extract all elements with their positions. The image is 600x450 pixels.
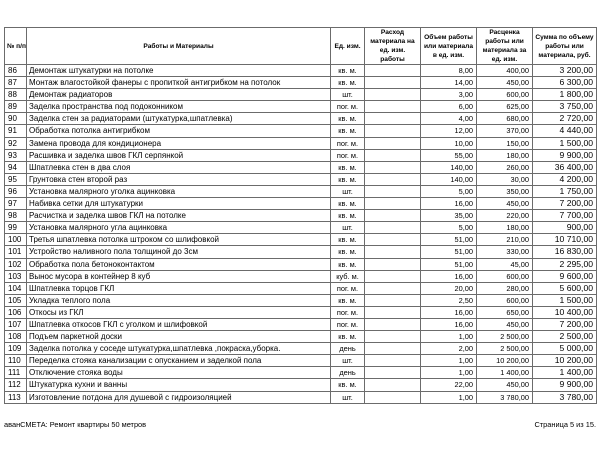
row-volume: 14,00: [421, 77, 477, 89]
row-sum: 1 400,00: [533, 367, 597, 379]
row-unit: кв. м.: [331, 210, 365, 222]
row-unit: пог. м.: [331, 137, 365, 149]
row-work-name: Устройство наливного пола толщиной до 3см: [27, 246, 331, 258]
row-unit: шт.: [331, 391, 365, 403]
row-sum: 4 200,00: [533, 173, 597, 185]
row-consumption: [365, 173, 421, 185]
row-sum: 2 500,00: [533, 331, 597, 343]
row-work-name: Штукатурка кухни и ванны: [27, 379, 331, 391]
row-price: 1 400,00: [477, 367, 533, 379]
row-volume: 20,00: [421, 282, 477, 294]
row-sum: 1 800,00: [533, 89, 597, 101]
row-number: 86: [5, 65, 27, 77]
row-volume: 51,00: [421, 246, 477, 258]
row-consumption: [365, 185, 421, 197]
row-sum: 3 750,00: [533, 101, 597, 113]
table-row: [5, 101, 597, 113]
row-sum: 9 900,00: [533, 379, 597, 391]
table-row: [5, 113, 597, 125]
row-price: 625,00: [477, 101, 533, 113]
table-row: [5, 89, 597, 101]
row-number: 112: [5, 379, 27, 391]
table-row: [5, 125, 597, 137]
row-price: 450,00: [477, 198, 533, 210]
row-consumption: [365, 270, 421, 282]
row-volume: 16,00: [421, 318, 477, 330]
table-row: [5, 270, 597, 282]
row-unit: пог. м.: [331, 306, 365, 318]
row-work-name: Откосы из ГКЛ: [27, 306, 331, 318]
table-row: [5, 355, 597, 367]
row-sum: 3 780,00: [533, 391, 597, 403]
row-sum: 5 000,00: [533, 343, 597, 355]
row-price: 370,00: [477, 125, 533, 137]
row-volume: 10,00: [421, 137, 477, 149]
row-consumption: [365, 391, 421, 403]
table-header-row: [5, 28, 597, 65]
row-number: 96: [5, 185, 27, 197]
row-unit: кв. м.: [331, 258, 365, 270]
row-consumption: [365, 89, 421, 101]
table-row: [5, 210, 597, 222]
row-price: 210,00: [477, 234, 533, 246]
row-work-name: Демонтаж радиаторов: [27, 89, 331, 101]
header-num: № п/п: [5, 28, 27, 65]
row-price: 30,00: [477, 173, 533, 185]
row-volume: 1,00: [421, 331, 477, 343]
row-consumption: [365, 258, 421, 270]
row-unit: пог. м.: [331, 101, 365, 113]
row-consumption: [365, 101, 421, 113]
row-consumption: [365, 379, 421, 391]
row-volume: 16,00: [421, 198, 477, 210]
row-work-name: Укладка теплого пола: [27, 294, 331, 306]
row-price: 180,00: [477, 149, 533, 161]
row-volume: 55,00: [421, 149, 477, 161]
row-work-name: Грунтовка стен второй раз: [27, 173, 331, 185]
table-row: [5, 258, 597, 270]
row-price: 220,00: [477, 210, 533, 222]
row-volume: 4,00: [421, 113, 477, 125]
row-number: 108: [5, 331, 27, 343]
row-unit: кв. м.: [331, 77, 365, 89]
row-unit: кв. м.: [331, 331, 365, 343]
row-consumption: [365, 318, 421, 330]
row-work-name: Переделка стояка канализации с опусканием и заделкой пола: [27, 355, 331, 367]
row-price: 600,00: [477, 270, 533, 282]
row-sum: 9 900,00: [533, 149, 597, 161]
row-work-name: Обработка пола бетоноконтактом: [27, 258, 331, 270]
row-number: 113: [5, 391, 27, 403]
row-unit: шт.: [331, 355, 365, 367]
row-consumption: [365, 222, 421, 234]
header-sum: Сумма по объему работы или материала, руб.: [533, 28, 597, 65]
row-price: 45,00: [477, 258, 533, 270]
row-volume: 140,00: [421, 173, 477, 185]
row-volume: 140,00: [421, 161, 477, 173]
row-price: 180,00: [477, 222, 533, 234]
row-unit: день: [331, 343, 365, 355]
row-work-name: Третья шпатлевка потолка штроком со шлифовкой: [27, 234, 331, 246]
row-work-name: Шпатлевка стен в два слоя: [27, 161, 331, 173]
row-number: 95: [5, 173, 27, 185]
row-price: 3 780,00: [477, 391, 533, 403]
row-price: 680,00: [477, 113, 533, 125]
row-volume: 35,00: [421, 210, 477, 222]
row-unit: день: [331, 367, 365, 379]
row-unit: кв. м.: [331, 113, 365, 125]
row-work-name: Заделка потолка у соседе штукатурка,шпатлевка ,покраска,уборка.: [27, 343, 331, 355]
row-price: 650,00: [477, 306, 533, 318]
row-number: 107: [5, 318, 27, 330]
header-unit: Ед. изм.: [331, 28, 365, 65]
row-price: 10 200,00: [477, 355, 533, 367]
row-work-name: Монтаж влагостойкой фанеры с пропиткой антигрибком на потолок: [27, 77, 331, 89]
row-price: 150,00: [477, 137, 533, 149]
row-price: 2 500,00: [477, 331, 533, 343]
table-row: [5, 222, 597, 234]
row-consumption: [365, 210, 421, 222]
row-consumption: [365, 198, 421, 210]
row-number: 99: [5, 222, 27, 234]
table-body: [5, 65, 597, 404]
row-work-name: Набивка сетки для штукатурки: [27, 198, 331, 210]
row-price: 350,00: [477, 185, 533, 197]
table-row: [5, 173, 597, 185]
row-unit: куб. м.: [331, 270, 365, 282]
row-unit: шт.: [331, 89, 365, 101]
table-row: [5, 306, 597, 318]
footer-document-title: аванСМЕТА: Ремонт квартиры 50 метров: [4, 420, 147, 429]
row-volume: 2,50: [421, 294, 477, 306]
row-sum: 6 300,00: [533, 77, 597, 89]
row-number: 98: [5, 210, 27, 222]
row-unit: кв. м.: [331, 125, 365, 137]
table-row: [5, 379, 597, 391]
table-row: [5, 77, 597, 89]
row-number: 102: [5, 258, 27, 270]
row-volume: 16,00: [421, 306, 477, 318]
row-unit: кв. м.: [331, 234, 365, 246]
row-sum: 7 200,00: [533, 198, 597, 210]
row-work-name: Расчистка и заделка швов ГКЛ на потолке: [27, 210, 331, 222]
header-work: Работы и Материалы: [27, 28, 331, 65]
row-sum: 1 500,00: [533, 294, 597, 306]
row-volume: 3,00: [421, 89, 477, 101]
row-sum: 2 720,00: [533, 113, 597, 125]
row-consumption: [365, 77, 421, 89]
row-consumption: [365, 125, 421, 137]
row-volume: 1,00: [421, 355, 477, 367]
row-sum: 4 440,00: [533, 125, 597, 137]
row-volume: 1,00: [421, 391, 477, 403]
row-price: 450,00: [477, 379, 533, 391]
row-consumption: [365, 306, 421, 318]
row-price: 600,00: [477, 294, 533, 306]
row-unit: шт.: [331, 185, 365, 197]
row-price: 400,00: [477, 65, 533, 77]
row-work-name: Демонтаж штукатурки на потолке: [27, 65, 331, 77]
row-number: 88: [5, 89, 27, 101]
row-volume: 22,00: [421, 379, 477, 391]
table-row: [5, 367, 597, 379]
row-work-name: Расшивка и заделка швов ГКЛ серпянкой: [27, 149, 331, 161]
row-sum: 1 500,00: [533, 137, 597, 149]
row-work-name: Шпатлевка откосов ГКЛ с уголком и шлифовкой: [27, 318, 331, 330]
row-number: 110: [5, 355, 27, 367]
row-work-name: Подъем паркетной доски: [27, 331, 331, 343]
table-row: [5, 185, 597, 197]
row-unit: пог. м.: [331, 282, 365, 294]
row-unit: кв. м.: [331, 65, 365, 77]
row-unit: кв. м.: [331, 294, 365, 306]
row-unit: кв. м.: [331, 173, 365, 185]
table-row: [5, 246, 597, 258]
table-row: [5, 294, 597, 306]
row-consumption: [365, 113, 421, 125]
row-number: 105: [5, 294, 27, 306]
row-unit: кв. м.: [331, 161, 365, 173]
row-consumption: [365, 246, 421, 258]
row-sum: 10 200,00: [533, 355, 597, 367]
table-row: [5, 282, 597, 294]
row-price: 260,00: [477, 161, 533, 173]
row-number: 106: [5, 306, 27, 318]
row-consumption: [365, 343, 421, 355]
header-volume: Объем работы или материала в ед. изм.: [421, 28, 477, 65]
header-consumption: Расход материала на ед. изм. работы: [365, 28, 421, 65]
table-row: [5, 391, 597, 403]
row-work-name: Изготовление потдона для душевой с гидроизоляцией: [27, 391, 331, 403]
row-number: 100: [5, 234, 27, 246]
row-consumption: [365, 294, 421, 306]
row-sum: 16 830,00: [533, 246, 597, 258]
row-number: 92: [5, 137, 27, 149]
row-sum: 7 700,00: [533, 210, 597, 222]
row-work-name: Установка малярного угла ацинковка: [27, 222, 331, 234]
table-row: [5, 318, 597, 330]
row-work-name: Шпатлевка торцов ГКЛ: [27, 282, 331, 294]
row-consumption: [365, 367, 421, 379]
row-price: 330,00: [477, 246, 533, 258]
row-consumption: [365, 234, 421, 246]
row-volume: 1,00: [421, 367, 477, 379]
row-consumption: [365, 161, 421, 173]
row-price: 450,00: [477, 318, 533, 330]
row-consumption: [365, 282, 421, 294]
row-work-name: Замена провода для кондиционера: [27, 137, 331, 149]
row-unit: пог. м.: [331, 318, 365, 330]
table-row: [5, 161, 597, 173]
table-row: [5, 234, 597, 246]
row-number: 111: [5, 367, 27, 379]
row-number: 90: [5, 113, 27, 125]
row-work-name: Вынос мусора в контейнер 8 куб: [27, 270, 331, 282]
row-consumption: [365, 65, 421, 77]
row-work-name: Отключение стояка воды: [27, 367, 331, 379]
row-volume: 51,00: [421, 234, 477, 246]
row-volume: 6,00: [421, 101, 477, 113]
row-volume: 51,00: [421, 258, 477, 270]
row-price: 280,00: [477, 282, 533, 294]
row-price: 450,00: [477, 77, 533, 89]
row-sum: 9 600,00: [533, 270, 597, 282]
table-row: [5, 198, 597, 210]
row-price: 600,00: [477, 89, 533, 101]
row-number: 109: [5, 343, 27, 355]
row-number: 89: [5, 101, 27, 113]
row-number: 93: [5, 149, 27, 161]
row-consumption: [365, 355, 421, 367]
table-row: [5, 343, 597, 355]
row-sum: 1 750,00: [533, 185, 597, 197]
table-row: [5, 137, 597, 149]
table-row: [5, 149, 597, 161]
table-row: [5, 65, 597, 77]
row-sum: 900,00: [533, 222, 597, 234]
row-unit: кв. м.: [331, 246, 365, 258]
row-volume: 12,00: [421, 125, 477, 137]
row-number: 91: [5, 125, 27, 137]
row-sum: 7 200,00: [533, 318, 597, 330]
row-volume: 16,00: [421, 270, 477, 282]
row-volume: 2,00: [421, 343, 477, 355]
row-work-name: Заделка пространства под подоконником: [27, 101, 331, 113]
row-number: 94: [5, 161, 27, 173]
estimate-table: [4, 27, 597, 404]
row-number: 103: [5, 270, 27, 282]
row-number: 97: [5, 198, 27, 210]
row-consumption: [365, 137, 421, 149]
row-consumption: [365, 149, 421, 161]
row-number: 104: [5, 282, 27, 294]
row-sum: 3 200,00: [533, 65, 597, 77]
header-price: Расценка работы или материала за ед. изм.: [477, 28, 533, 65]
row-volume: 5,00: [421, 222, 477, 234]
row-unit: кв. м.: [331, 379, 365, 391]
row-work-name: Заделка стен за радиаторами (штукатурка,шпатлевка): [27, 113, 331, 125]
row-unit: кв. м.: [331, 198, 365, 210]
row-sum: 10 710,00: [533, 234, 597, 246]
row-sum: 36 400,00: [533, 161, 597, 173]
row-volume: 8,00: [421, 65, 477, 77]
row-number: 87: [5, 77, 27, 89]
row-price: 2 500,00: [477, 343, 533, 355]
row-unit: пог. м.: [331, 149, 365, 161]
row-unit: шт.: [331, 222, 365, 234]
row-sum: 2 295,00: [533, 258, 597, 270]
row-sum: 10 400,00: [533, 306, 597, 318]
row-sum: 5 600,00: [533, 282, 597, 294]
table-row: [5, 331, 597, 343]
row-number: 101: [5, 246, 27, 258]
row-volume: 5,00: [421, 185, 477, 197]
estimate-sheet: [4, 27, 596, 404]
row-work-name: Обработка потолка антигрибком: [27, 125, 331, 137]
row-consumption: [365, 331, 421, 343]
footer-page-number: Страница 5 из 15.: [534, 420, 596, 429]
row-work-name: Установка малярного уголка ацинковка: [27, 185, 331, 197]
